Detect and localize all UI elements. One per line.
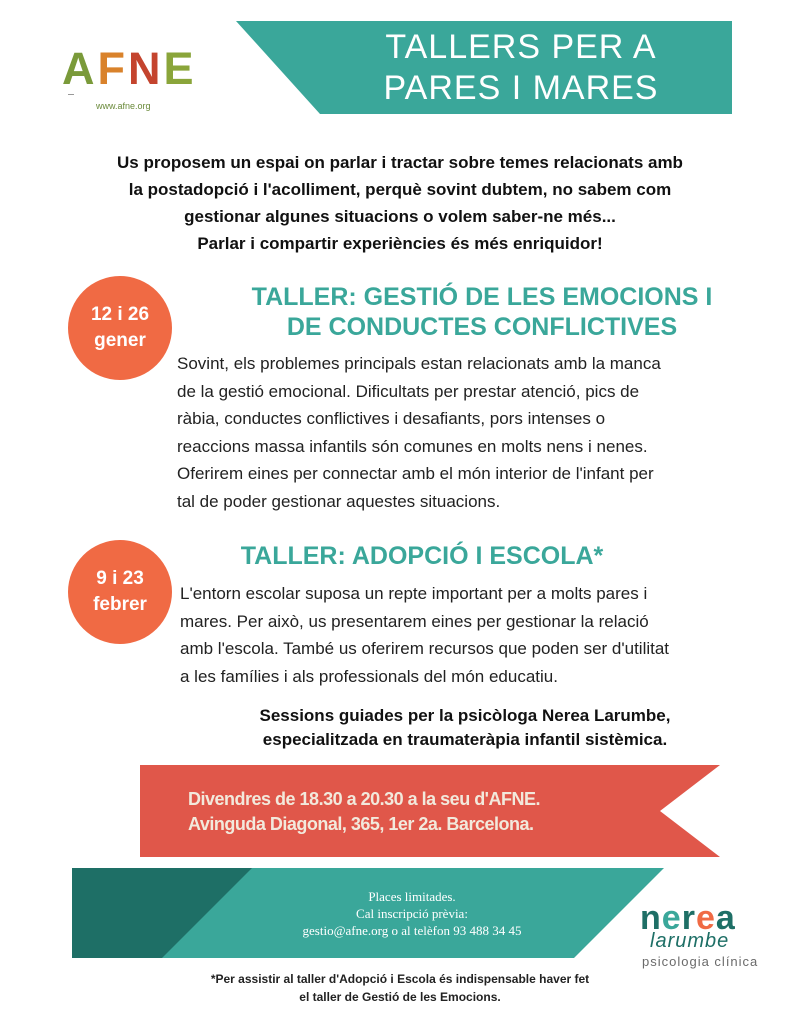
workshop-1-description: Sovint, els problemes principals estan relacionats amb la manca de la gestió emocional. Dificultats per prestar atenció, pics de ràbia, conductes conflictives i desafiants, pors intenses o reaccions massa infantils són comunes en molts nens i nenes. Oferirem eines per connectar amb el món interior de l'infant per tal de poder gestionar aquestes situacions. — [177, 354, 661, 511]
date-badge-workshop-1: 12 i 26 gener — [68, 276, 172, 380]
venue-details: Divendres de 18.30 a 20.30 a la seu d'AFNE. Avinguda Diagonal, 365, 1er 2a. Barcelona. — [188, 789, 540, 834]
logo-dash — [68, 94, 74, 95]
nerea-logo-tagline: psicologia clínica — [642, 954, 759, 969]
contact-email-phone: gestio@afne.org o al telèfon 93 488 34 45 — [302, 923, 522, 938]
nerea-logo-name: nerea — [640, 899, 736, 937]
intro-paragraph: Us proposem un espai on parlar i tractar sobre temes relacionats amb la postadopció i l'acolliment, perquè sovint dubtem, no sabem com gestionar algunes situacions o volem saber-ne més... Parlar i compartir experiències és més enriquidor! — [117, 153, 683, 253]
footnote: *Per assistir al taller d'Adopció i Escola és indispensable haver fet el taller de Gestió de les Emocions. — [210, 972, 590, 1004]
title-banner — [236, 21, 732, 114]
afne-logo — [62, 43, 210, 115]
page-title: TALLERS PER A PARES I MARES — [383, 28, 659, 107]
workshop-2-heading: TALLER: ADOPCIÓ I ESCOLA* — [240, 542, 604, 570]
workshop-2-description: L'entorn escolar suposa un repte important per a molts pares i mares. Per això, us presentarem eines per gestionar la relació amb l'escola. També us oferirem recursos que poden ser d'utilitat a les famílies i als professionals del món educatiu. — [180, 584, 670, 686]
venue-banner — [140, 765, 720, 857]
nerea-logo-surname: larumbe — [650, 930, 730, 952]
contact-banner — [72, 868, 664, 958]
workshop-1-heading: TALLER: GESTIÓ DE LES EMOCIONS I DE CONDUCTES CONFLICTIVES — [251, 283, 713, 341]
afne-logo-wordmark: AFNE — [62, 43, 197, 94]
afne-url: www.afne.org — [96, 101, 151, 111]
contact-info: Places limitades. Cal inscripció prèvia: gestio@afne.org o al telèfon 93 488 34 45 — [262, 888, 562, 939]
nerea-larumbe-logo — [640, 900, 770, 972]
date-badge-workshop-2: 9 i 23 febrer — [68, 540, 172, 644]
sessions-note: Sessions guiades per la psicòloga Nerea Larumbe, especialitzada en traumateràpia infantil sistèmica. — [259, 706, 671, 749]
